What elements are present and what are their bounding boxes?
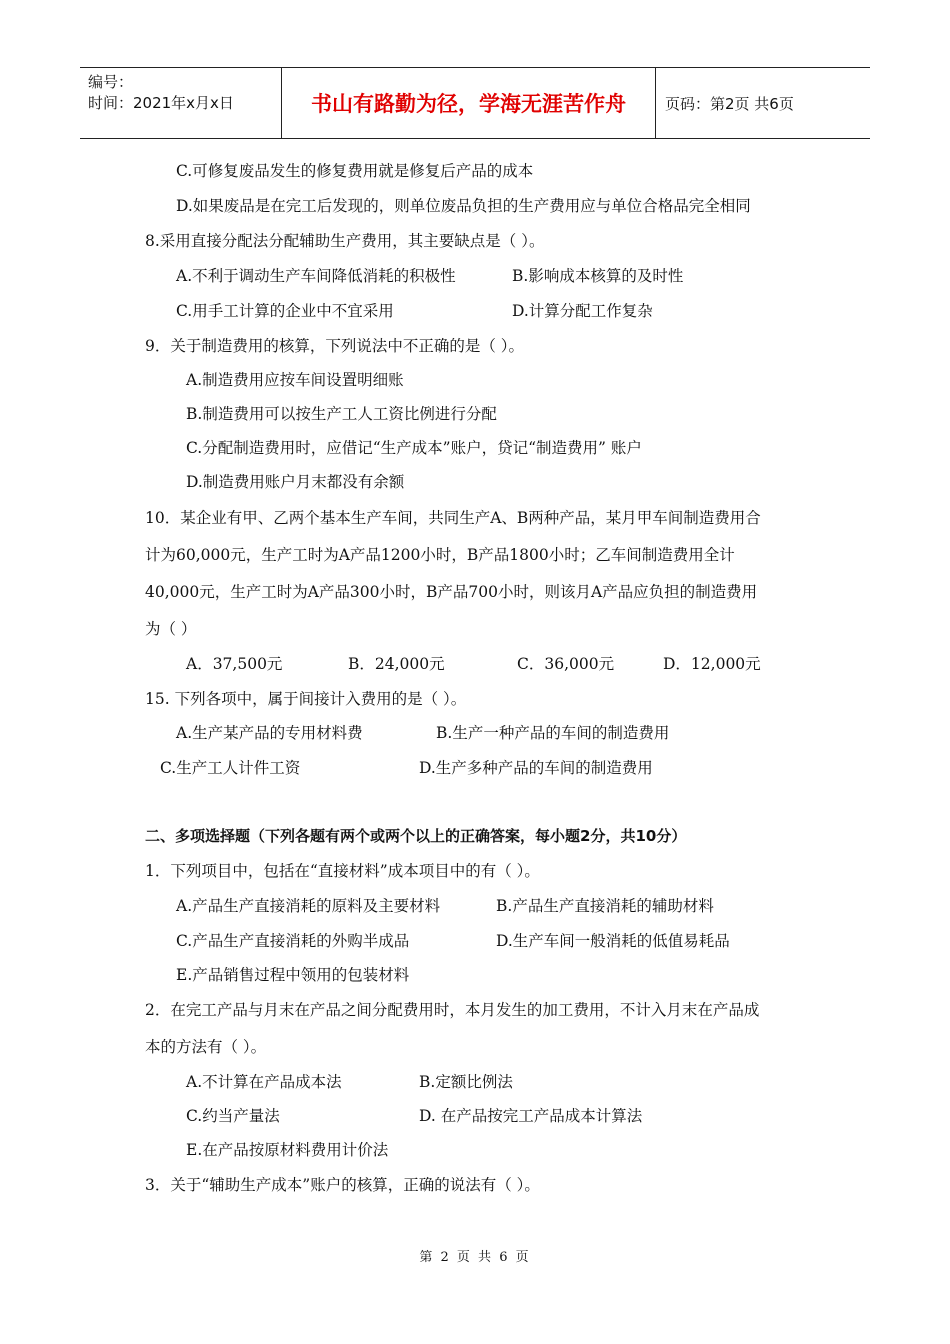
question-line: 8.采用直接分配法分配辅助生产费用，其主要缺点是（ ）。 [145, 232, 545, 250]
question-line: 1．下列项目中，包括在“直接材料”成本项目中的有（ ）。 [145, 862, 540, 880]
option-line: D.制造费用账户月末都没有余额 [186, 473, 405, 491]
question-line: 计为60,000元，生产工时为A产品1200小时，B产品1800小时；乙车间制造费用全计 [145, 546, 735, 564]
question-line: 3．关于“辅助生产成本”账户的核算，正确的说法有（ ）。 [145, 1176, 540, 1194]
option-line: A.产品生产直接消耗的原料及主要材料 [176, 897, 441, 915]
number-label: 编号： [88, 73, 134, 91]
option-line: B.定额比例法 [419, 1073, 513, 1091]
option-line: B.产品生产直接消耗的辅助材料 [496, 897, 714, 915]
question-line: 为（ ） [145, 620, 197, 638]
option-line: D.如果废品是在完工后发现的，则单位废品负担的生产费用应与单位合格品完全相同 [176, 197, 751, 215]
section-heading: 二、多项选择题（下列各题有两个或两个以上的正确答案，每小题2分，共10分） [145, 827, 687, 845]
question-line: 15. 下列各项中，属于间接计入费用的是（ ）。 [145, 690, 467, 708]
question-line: 40,000元，生产工时为A产品300小时，B产品700小时，则该月A产品应负担的制造费用 [145, 583, 758, 601]
option-line: C.用手工计算的企业中不宜采用 [176, 302, 394, 320]
question-line: 10．某企业有甲、乙两个基本生产车间，共同生产A、B两种产品，某月甲车间制造费用合 [145, 509, 761, 527]
question-line: 9．关于制造费用的核算，下列说法中不正确的是（ ）。 [145, 337, 525, 355]
option-line: D. 在产品按完工产品成本计算法 [419, 1107, 643, 1125]
option-line: A.制造费用应按车间设置明细账 [186, 371, 404, 389]
page-header [80, 67, 870, 139]
option-line: A.不利于调动生产车间降低消耗的积极性 [176, 267, 456, 285]
option-line: C．36,000元 [517, 655, 615, 673]
motto: 书山有路勤为径，学海无涯苦作舟 [282, 68, 656, 138]
option-line: A.不计算在产品成本法 [186, 1073, 342, 1091]
question-line: 2．在完工产品与月末在产品之间分配费用时，本月发生的加工费用，不计入月末在产品成 [145, 1001, 760, 1019]
option-line: C.分配制造费用时，应借记“生产成本”账户，贷记“制造费用” 账户 [186, 439, 642, 457]
option-line: B.制造费用可以按生产工人工资比例进行分配 [186, 405, 497, 423]
question-line: 本的方法有（ ）。 [145, 1038, 267, 1056]
option-line: B．24,000元 [348, 655, 445, 673]
option-line: B.生产一种产品的车间的制造费用 [436, 724, 670, 742]
option-line: B.影响成本核算的及时性 [512, 267, 684, 285]
option-line: D.生产多种产品的车间的制造费用 [419, 759, 653, 777]
option-line: A.生产某产品的专用材料费 [176, 724, 363, 742]
option-line: C.可修复废品发生的修复费用就是修复后产品的成本 [176, 162, 534, 180]
option-line: D.生产车间一般消耗的低值易耗品 [496, 932, 730, 950]
option-line: C.产品生产直接消耗的外购半成品 [176, 932, 410, 950]
page-code: 页码：第2页 共6页 [665, 94, 794, 113]
option-line: E.在产品按原材料费用计价法 [186, 1141, 389, 1159]
page-footer: 第 2 页 共 6 页 [419, 1250, 531, 1265]
header-info-cell [80, 68, 282, 138]
option-line: A．37,500元 [186, 655, 283, 673]
option-line: C.约当产量法 [186, 1107, 280, 1125]
option-line: D．12,000元 [663, 655, 761, 673]
time-label: 时间：2021年x月x日 [88, 94, 234, 112]
option-line: D.计算分配工作复杂 [512, 302, 653, 320]
option-line: C.生产工人计件工资 [160, 759, 301, 777]
option-line: E.产品销售过程中领用的包装材料 [176, 966, 410, 984]
